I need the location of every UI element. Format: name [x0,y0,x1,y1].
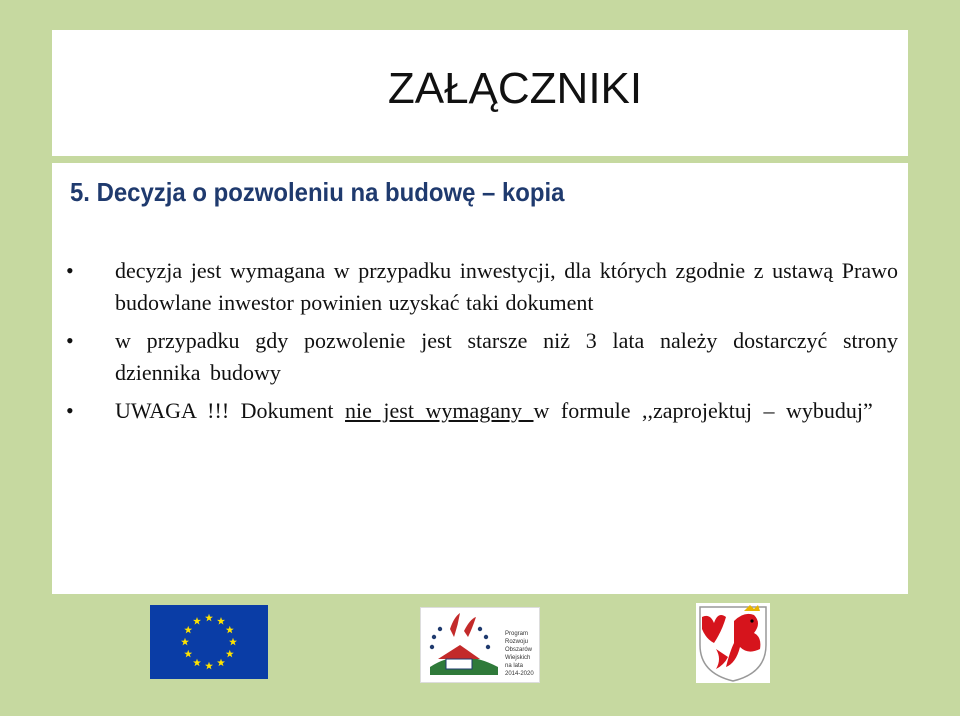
list-item [52,395,908,427]
bullet-icon: • [66,328,74,353]
title-divider [52,156,908,163]
prow-caption-line: na lata 2014-2020 [505,663,534,677]
slide-title: ZAŁĄCZNIKI [387,64,643,113]
section-heading: 5. Decyzja o pozwoleniu na budowę – kopia [70,177,565,207]
griffin-coat-of-arms-icon [696,603,770,683]
prow-caption-line: Rozwoju [505,639,529,645]
prow-caption-line: Obszarów [505,647,533,653]
eu-flag-icon [150,605,268,679]
bullet-text: w przypadku gdy pozwolenie jest starsze niż 3 lata należy dostarczyć strony dziennika budowy [115,328,898,385]
bullet-icon: • [66,258,74,283]
prow-caption [505,630,540,678]
bullet-icon: • [66,398,74,423]
bullet-text-prefix: UWAGA !!! Dokument [115,398,346,423]
prow-caption-line: Program [505,631,529,637]
bullet-text [115,395,898,427]
bullet-text: decyzja jest wymagana w przypadku inwestycji, dla których zgodnie z ustawą Prawo budowlane inwestor powinien uzyskać taki dokument [115,258,898,315]
prow-caption-line: Wiejskich [505,655,531,661]
list-item [52,325,908,389]
list-item [52,255,908,319]
bullet-list [52,255,908,433]
bullet-text-suffix: w formule ,,zaprojektuj – wybuduj” [533,398,873,423]
bullet-text-underlined: nie jest wymagany [345,398,534,423]
